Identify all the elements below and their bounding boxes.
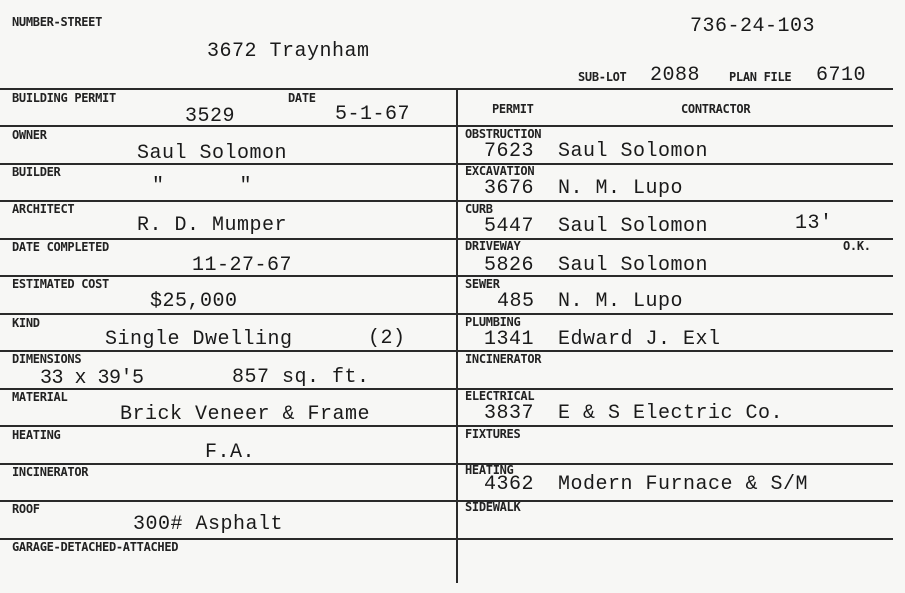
sewer-permit: 485 bbox=[497, 290, 535, 313]
material-label: MATERIAL bbox=[12, 390, 68, 404]
heating-label: HEATING bbox=[12, 428, 61, 442]
row-divider bbox=[456, 313, 893, 315]
material-value: Brick Veneer & Frame bbox=[120, 403, 371, 426]
date-label: DATE bbox=[288, 91, 316, 105]
electrical-permit: 3837 bbox=[484, 402, 535, 425]
building-permit-label: BUILDING PERMIT bbox=[12, 91, 116, 105]
sewer-label: SEWER bbox=[465, 277, 500, 291]
row-divider bbox=[0, 313, 456, 315]
heating-permit-label: HEATING bbox=[465, 463, 514, 477]
electrical-label: ELECTRICAL bbox=[465, 389, 535, 403]
contractor-column-header: CONTRACTOR bbox=[681, 102, 751, 116]
sub-lot-value: 2088 bbox=[650, 64, 701, 87]
row-divider bbox=[456, 500, 893, 502]
plan-file-value: 6710 bbox=[816, 64, 867, 87]
kind-note: (2) bbox=[368, 327, 406, 350]
driveway-label: DRIVEWAY bbox=[465, 239, 521, 253]
architect-label: ARCHITECT bbox=[12, 202, 75, 216]
plan-file-label: PLAN FILE bbox=[729, 70, 792, 84]
curb-permit: 5447 bbox=[484, 215, 535, 238]
garage-label: GARAGE-DETACHED-ATTACHED bbox=[12, 540, 179, 554]
owner-value: Saul Solomon bbox=[137, 142, 288, 165]
driveway-contractor: Saul Solomon bbox=[558, 254, 709, 277]
date-completed-value: 11-27-67 bbox=[192, 254, 293, 277]
estimated-cost-value: $25,000 bbox=[150, 290, 238, 313]
row-divider bbox=[456, 463, 893, 465]
row-divider bbox=[456, 238, 893, 240]
obstruction-label: OBSTRUCTION bbox=[465, 127, 542, 141]
kind-value: Single Dwelling bbox=[105, 328, 293, 351]
dimensions-label: DIMENSIONS bbox=[12, 352, 82, 366]
plumbing-permit: 1341 bbox=[484, 328, 535, 351]
driveway-note: O.K. bbox=[843, 239, 871, 253]
estimated-cost-label: ESTIMATED COST bbox=[12, 277, 109, 291]
address-value: 3672 Traynham bbox=[207, 40, 370, 63]
permit-column-header: PERMIT bbox=[492, 102, 534, 116]
sewer-contractor: N. M. Lupo bbox=[558, 290, 684, 313]
curb-contractor: Saul Solomon bbox=[558, 215, 709, 238]
excavation-contractor: N. M. Lupo bbox=[558, 177, 684, 200]
sub-lot-label: SUB-LOT bbox=[578, 70, 627, 84]
electrical-contractor: E & S Electric Co. bbox=[558, 402, 784, 425]
heating-value: F.A. bbox=[205, 441, 256, 464]
fixtures-label: FIXTURES bbox=[465, 427, 521, 441]
dimensions-area: 857 sq. ft. bbox=[232, 366, 370, 389]
number-street-label: NUMBER-STREET bbox=[12, 15, 103, 29]
dimensions-value: 33 x 39'5 bbox=[40, 367, 144, 390]
date-value: 5-1-67 bbox=[335, 103, 411, 126]
architect-value: R. D. Mumper bbox=[137, 214, 288, 237]
roof-label: ROOF bbox=[12, 502, 40, 516]
heating-permit: 4362 bbox=[484, 473, 535, 496]
card-number: 736-24-103 bbox=[690, 15, 816, 38]
row-divider bbox=[456, 200, 893, 202]
incinerator-permit-label: INCINERATOR bbox=[465, 352, 542, 366]
excavation-permit: 3676 bbox=[484, 177, 535, 200]
obstruction-permit: 7623 bbox=[484, 140, 535, 163]
builder-label: BUILDER bbox=[12, 165, 61, 179]
owner-label: OWNER bbox=[12, 128, 47, 142]
driveway-permit: 5826 bbox=[484, 254, 535, 277]
excavation-label: EXCAVATION bbox=[465, 164, 535, 178]
header-divider bbox=[0, 88, 893, 90]
heating-contractor: Modern Furnace & S/M bbox=[558, 473, 809, 496]
incinerator-label: INCINERATOR bbox=[12, 465, 89, 479]
curb-note: 13' bbox=[795, 212, 833, 235]
row-divider bbox=[456, 538, 893, 540]
roof-value: 300# Asphalt bbox=[133, 513, 284, 536]
date-completed-label: DATE COMPLETED bbox=[12, 240, 109, 254]
curb-label: CURB bbox=[465, 202, 493, 216]
plumbing-contractor: Edward J. Exl bbox=[558, 328, 721, 351]
kind-label: KIND bbox=[12, 316, 40, 330]
builder-value: " " bbox=[152, 175, 253, 198]
row-divider bbox=[0, 500, 456, 502]
obstruction-contractor: Saul Solomon bbox=[558, 140, 709, 163]
plumbing-label: PLUMBING bbox=[465, 315, 521, 329]
row-divider bbox=[456, 425, 893, 427]
building-permit-value: 3529 bbox=[185, 105, 236, 128]
sidewalk-label: SIDEWALK bbox=[465, 500, 521, 514]
